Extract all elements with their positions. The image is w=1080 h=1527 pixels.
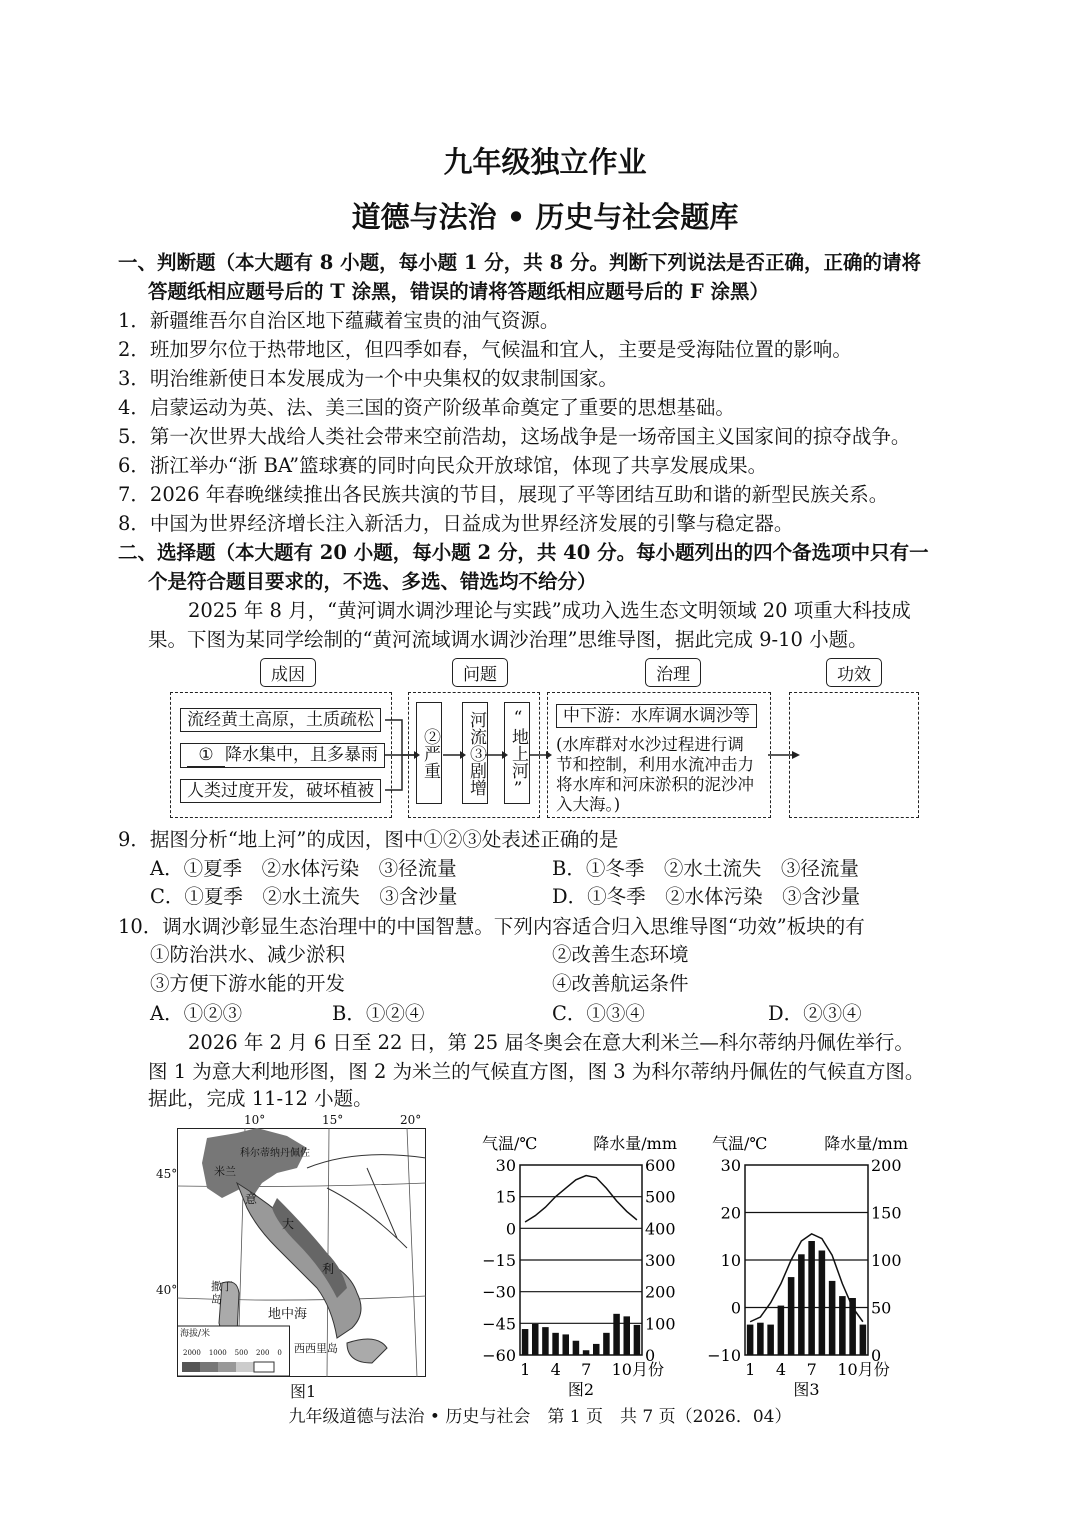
precip-bar xyxy=(778,1306,785,1355)
precip-tick: 0 xyxy=(871,1346,882,1365)
diagram-arrows xyxy=(380,700,810,810)
place-milan: 米兰 xyxy=(214,1165,236,1178)
lon-15: 15° xyxy=(322,1113,344,1127)
place-cortina: 科尔蒂纳丹佩佐 xyxy=(240,1148,310,1159)
precip-tick: 50 xyxy=(871,1298,892,1318)
ylabel-right: 降水量/mm xyxy=(824,1134,908,1153)
question-4: 4．启蒙运动为英、法、美三国的资产阶级革命奠定了重要的思想基础。 xyxy=(118,396,735,419)
precip-bar xyxy=(819,1251,826,1356)
climate-chart-cortina xyxy=(700,1125,915,1403)
temp-line xyxy=(750,1234,863,1322)
precip-tick: 100 xyxy=(645,1314,676,1334)
precip-bar xyxy=(747,1325,754,1355)
section1-heading-cont: 答题纸相应题号后的 T 涂黑，错误的请将答题纸相应题号后的 F 涂黑） xyxy=(148,280,770,303)
precip-bar xyxy=(522,1329,529,1355)
q9-option-b: B．①冬季 ②水土流失 ③径流量 xyxy=(552,857,859,880)
lat-45: 45° xyxy=(156,1167,178,1181)
precip-bar xyxy=(788,1277,795,1355)
precip-bar xyxy=(829,1281,836,1355)
ylabel-right: 降水量/mm xyxy=(593,1134,677,1153)
problem-2: 河流③剧增 xyxy=(462,702,488,804)
precip-bar xyxy=(562,1334,569,1355)
x-tick: 10月份 xyxy=(837,1360,890,1379)
question-1: 1．新疆维吾尔自治区地下蕴藏着宝贵的油气资源。 xyxy=(118,309,560,332)
section1-heading: 一、判断题（本大题有 8 小题，每小题 1 分，共 8 分。判断下列说法是否正确，正确的请将 xyxy=(118,251,921,274)
treatment-title: 中下游：水库调水调沙等 xyxy=(556,704,757,728)
blank-1: ① xyxy=(187,744,225,767)
chart-caption: 图2 xyxy=(567,1380,595,1399)
x-tick: 7 xyxy=(806,1360,817,1379)
section2-heading: 二、选择题（本大题有 20 小题，每小题 2 分，共 40 分。每小题列出的四个备选项中只有一 xyxy=(118,541,929,564)
place-sardinia: 撒丁岛 xyxy=(211,1280,233,1306)
precip-bar xyxy=(808,1241,815,1355)
temp-tick: −10 xyxy=(707,1346,741,1365)
passage-2-end: 据此，完成 11-12 小题。 xyxy=(148,1087,373,1110)
header-effect: 功效 xyxy=(826,658,882,687)
passage-2-cont: 图 1 为意大利地形图，图 2 为米兰的气候直方图，图 3 为科尔蒂纳丹佩佐的气候直方图。 xyxy=(148,1060,925,1083)
precip-tick: 0 xyxy=(645,1346,656,1365)
precip-tick: 300 xyxy=(645,1251,676,1270)
precip-tick: 600 xyxy=(645,1156,676,1175)
temp-tick: 30 xyxy=(720,1156,741,1175)
temp-tick: 0 xyxy=(730,1298,741,1318)
q9-option-a: A．①夏季 ②水体污染 ③径流量 xyxy=(150,857,457,880)
q10-option-a: A．①②③ xyxy=(150,1002,243,1025)
place-da: 大 xyxy=(282,1217,295,1231)
place-yi: 意 xyxy=(245,1192,258,1206)
q10-item-1: ①防治洪水、减少淤积 xyxy=(150,943,346,966)
precip-bar xyxy=(767,1325,774,1355)
precip-bar xyxy=(839,1296,846,1355)
x-tick: 4 xyxy=(550,1360,561,1379)
legend-title: 海拔/米 xyxy=(180,1329,211,1339)
passage-2: 2026 年 2 月 6 日至 22 日，第 25 届冬奥会在意大利米兰—科尔蒂纳丹佩佐举行。 xyxy=(188,1031,914,1054)
header-problem: 问题 xyxy=(452,658,508,687)
temp-tick: −30 xyxy=(482,1282,516,1302)
legend-200: 200 xyxy=(256,1349,270,1357)
temp-line xyxy=(525,1176,637,1222)
precip-bar xyxy=(603,1333,610,1355)
precip-bar xyxy=(573,1341,580,1355)
page-subtitle: 道德与法治 • 历史与社会题库 xyxy=(351,200,739,234)
precip-bar xyxy=(552,1333,559,1355)
chart-caption: 图3 xyxy=(793,1380,820,1399)
q10-item-2: ②改善生态环境 xyxy=(552,943,689,966)
precip-bar xyxy=(757,1323,764,1355)
precip-bar xyxy=(593,1344,600,1355)
question-8: 8．中国为世界经济增长注入新活力，日益成为世界经济发展的引擎与稳定器。 xyxy=(118,512,794,535)
question-5: 5．第一次世界大战给人类社会带来空前浩劫，这场战争是一场帝国主义国家间的掠夺战争。 xyxy=(118,425,911,448)
legend-1000: 1000 xyxy=(208,1349,227,1357)
precip-tick: 500 xyxy=(645,1187,676,1207)
precip-tick: 200 xyxy=(871,1156,902,1175)
temp-tick: 30 xyxy=(495,1156,516,1175)
question-7: 7．2026 年春晚继续推出各民族共演的节目，展现了平等团结互助和谐的新型民族关系。 xyxy=(118,483,889,506)
treatment-desc: (水库群对水沙过程进行调节和控制，利用水流冲击力将水库和河床淤积的泥沙冲入大海。) xyxy=(556,735,754,814)
q10-option-b: B．①②④ xyxy=(332,1002,425,1025)
cause-2 xyxy=(180,743,385,768)
precip-tick: 400 xyxy=(645,1219,676,1239)
precip-tick: 200 xyxy=(645,1282,676,1302)
figure-1-caption: 图1 xyxy=(290,1382,317,1401)
ylabel-left: 气温/℃ xyxy=(712,1134,768,1153)
place-li: 利 xyxy=(322,1262,335,1276)
header-treatment: 治理 xyxy=(645,658,701,687)
ylabel-left: 气温/℃ xyxy=(482,1134,538,1153)
temp-tick: 0 xyxy=(505,1219,516,1239)
lon-10: 10° xyxy=(244,1113,266,1127)
question-3: 3．明治维新使日本发展成为一个中央集权的奴隶制国家。 xyxy=(118,367,618,390)
place-sicily: 西西里岛 xyxy=(294,1342,338,1355)
precip-bar xyxy=(583,1350,590,1355)
precip-bar xyxy=(634,1325,641,1355)
q10-option-d: D．②③④ xyxy=(768,1002,862,1025)
climate-chart-milan xyxy=(470,1125,690,1403)
precip-bar xyxy=(542,1327,549,1355)
q10-item-4: ④改善航运条件 xyxy=(552,972,689,995)
temp-tick: −15 xyxy=(482,1251,516,1270)
legend-0: 0 xyxy=(277,1349,282,1357)
legend-2000: 2000 xyxy=(183,1349,201,1357)
passage-1: 2025 年 8 月，“黄河调水调沙理论与实践”成功入选生态文明领域 20 项重大科技成 xyxy=(188,599,911,622)
question-10: 10．调水调沙彰显生态治理中的中国智慧。下列内容适合归入思维导图“功效”板块的有 xyxy=(118,915,865,938)
cause-1: 流经黄土高原，土质疏松 xyxy=(180,708,381,732)
q10-item-3: ③方便下游水能的开发 xyxy=(150,972,346,995)
problem-1: ②严重 xyxy=(416,702,442,804)
legend-values xyxy=(183,1349,282,1358)
lat-40: 40° xyxy=(156,1283,178,1297)
cause-2-text: 降水集中，且多暴雨 xyxy=(225,745,378,765)
lon-20: 20° xyxy=(400,1113,422,1127)
header-cause: 成因 xyxy=(260,658,316,687)
q9-option-d: D．①冬季 ②水体污染 ③含沙量 xyxy=(552,885,861,908)
legend-500: 500 xyxy=(234,1349,249,1357)
question-9: 9．据图分析“地上河”的成因，图中①②③处表述正确的是 xyxy=(118,828,619,851)
precip-tick: 100 xyxy=(871,1251,902,1270)
q10-option-c: C．①③④ xyxy=(552,1002,645,1025)
precip-tick: 150 xyxy=(871,1203,902,1223)
precip-bar xyxy=(532,1324,539,1355)
temp-tick: 20 xyxy=(720,1203,741,1223)
section2-heading-cont: 个是符合题目要求的，不选、多选、错选均不给分） xyxy=(148,570,597,593)
x-tick: 4 xyxy=(775,1360,787,1379)
problem-3: “地上河” xyxy=(504,702,530,804)
x-tick: 7 xyxy=(581,1360,592,1379)
x-tick: 1 xyxy=(520,1360,531,1379)
place-mediterranean: 地中海 xyxy=(268,1307,308,1322)
precip-bar xyxy=(623,1316,630,1355)
cause-3: 人类过度开发，破坏植被 xyxy=(180,779,381,803)
temp-tick: −60 xyxy=(482,1346,516,1365)
precip-bar xyxy=(798,1254,805,1355)
question-6: 6．浙江举办“浙 BA”篮球赛的同时向民众开放球馆，体现了共享发展成果。 xyxy=(118,454,768,477)
precip-bar xyxy=(860,1325,867,1355)
temp-tick: −45 xyxy=(482,1314,516,1334)
q9-option-c: C．①夏季 ②水土流失 ③含沙量 xyxy=(150,885,458,908)
page-title: 九年级独立作业 xyxy=(443,145,647,179)
page-footer: 九年级道德与法治 • 历史与社会 第 1 页 共 7 页（2026．04） xyxy=(288,1407,792,1427)
question-2: 2．班加罗尔位于热带地区，但四季如春，气候温和宜人，主要是受海陆位置的影响。 xyxy=(118,338,852,361)
temp-tick: 10 xyxy=(720,1251,741,1270)
precip-bar xyxy=(613,1314,620,1355)
passage-1-cont: 果。下图为某同学绘制的“黄河流域调水调沙治理”思维导图，据此完成 9-10 小题。 xyxy=(148,628,868,651)
x-tick: 10月份 xyxy=(611,1360,664,1379)
x-tick: 1 xyxy=(745,1360,756,1379)
temp-tick: 15 xyxy=(495,1187,516,1207)
